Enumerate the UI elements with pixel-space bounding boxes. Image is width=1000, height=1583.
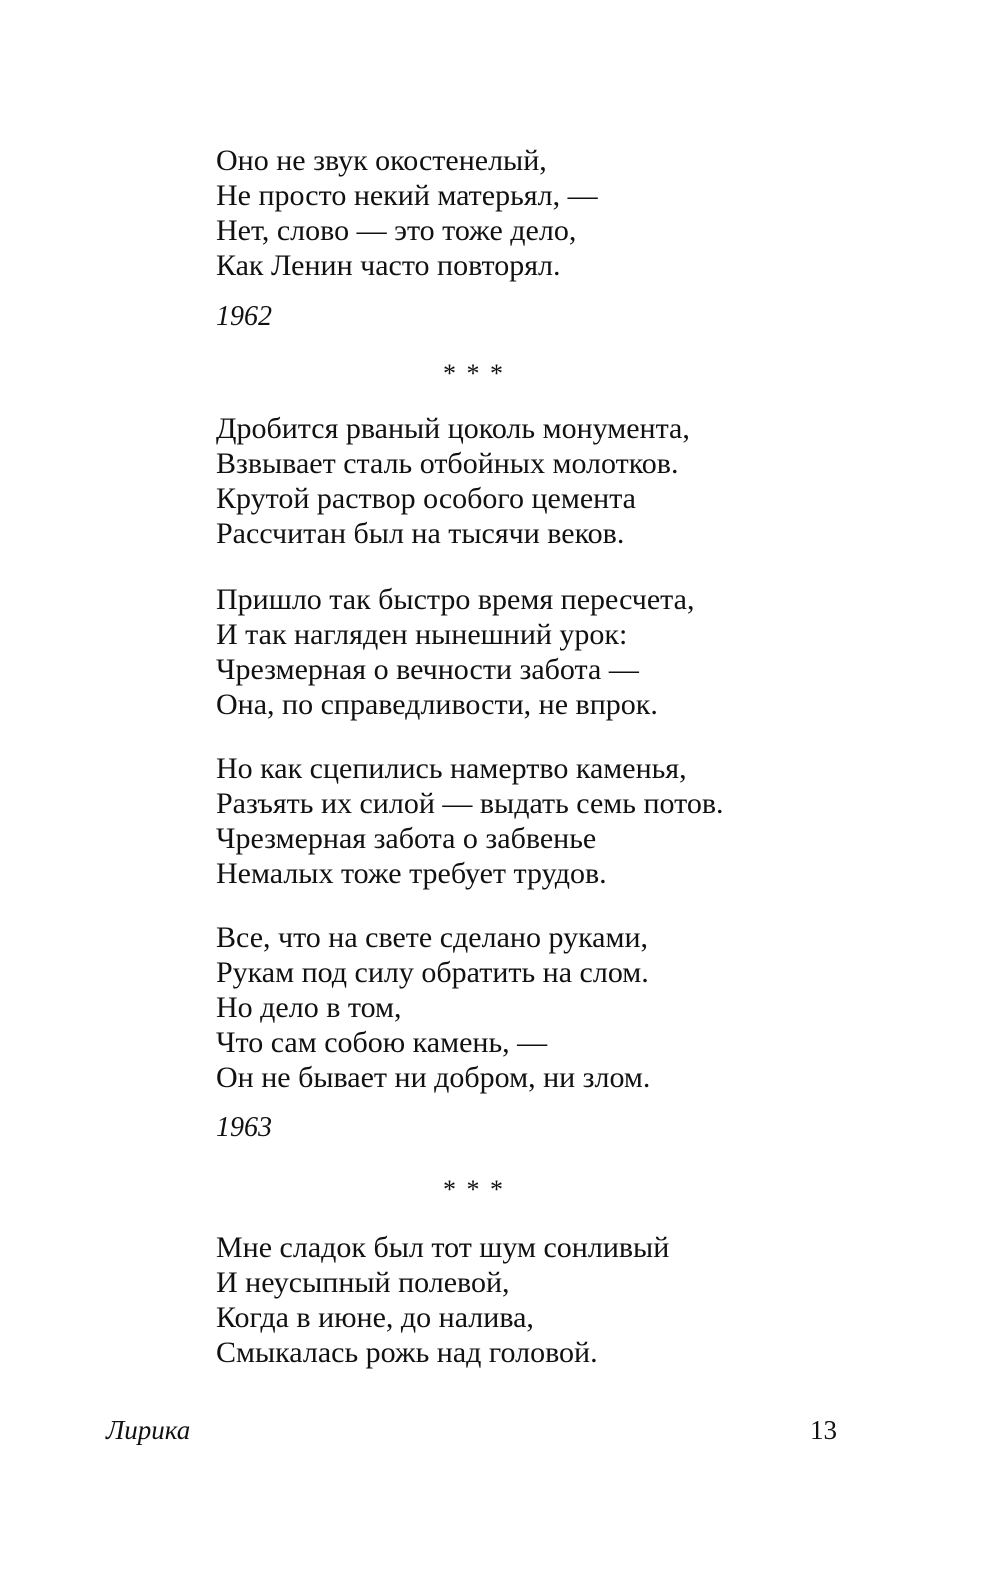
poem-line: Чрезмерная забота о забвенье: [216, 822, 597, 855]
poem-year: 1962: [216, 301, 272, 332]
running-footer-section: Лирика: [106, 1415, 191, 1445]
poem-line: Но как сцепились намертво каменья,: [216, 752, 687, 785]
poem-line: Пришло так быстро время пересчета,: [216, 583, 695, 616]
poem-line: Рукам под силу обратить на слом.: [216, 956, 649, 989]
poem-line: Она, по справедливости, не впрок.: [216, 688, 658, 721]
poem-line: Все, что на свете сделано руками,: [216, 921, 649, 954]
poem-line: Крутой раствор особого цемента: [216, 482, 636, 515]
poem-line: Оно не звук окостенелый,: [216, 144, 547, 177]
poem-line: Рассчитан был на тысячи веков.: [216, 517, 625, 550]
poem-line: Нет, слово — это тоже дело,: [216, 214, 577, 247]
section-separator: * * *: [443, 359, 505, 388]
poem-line: Разъять их силой — выдать семь потов.: [216, 787, 724, 820]
poem-line: Немалых тоже требует трудов.: [216, 857, 607, 890]
poem-line: Чрезмерная о вечности забота —: [216, 653, 639, 686]
poem-line: Что сам собою камень, —: [216, 1026, 548, 1059]
poem-line: Дробится рваный цоколь монумента,: [216, 412, 690, 445]
poem-line: Смыкалась рожь над головой.: [216, 1336, 598, 1369]
section-separator: * * *: [443, 1175, 505, 1204]
page-number: 13: [810, 1415, 837, 1445]
poem-line: Когда в июне, до налива,: [216, 1301, 534, 1334]
poem-line: Как Ленин часто повторял.: [216, 249, 561, 282]
poem-line: Но дело в том,: [216, 991, 402, 1024]
poem-line: Взвывает сталь отбойных молотков.: [216, 447, 679, 480]
poem-year: 1963: [216, 1112, 272, 1143]
poem-line: Мне сладок был тот шум сонливый: [216, 1231, 670, 1264]
poem-line: Он не бывает ни добром, ни злом.: [216, 1061, 651, 1094]
poem-line: И неусыпный полевой,: [216, 1266, 510, 1299]
poem-line: И так нагляден нынешний урок:: [216, 618, 628, 651]
poem-line: Не просто некий матерьял, —: [216, 179, 598, 212]
